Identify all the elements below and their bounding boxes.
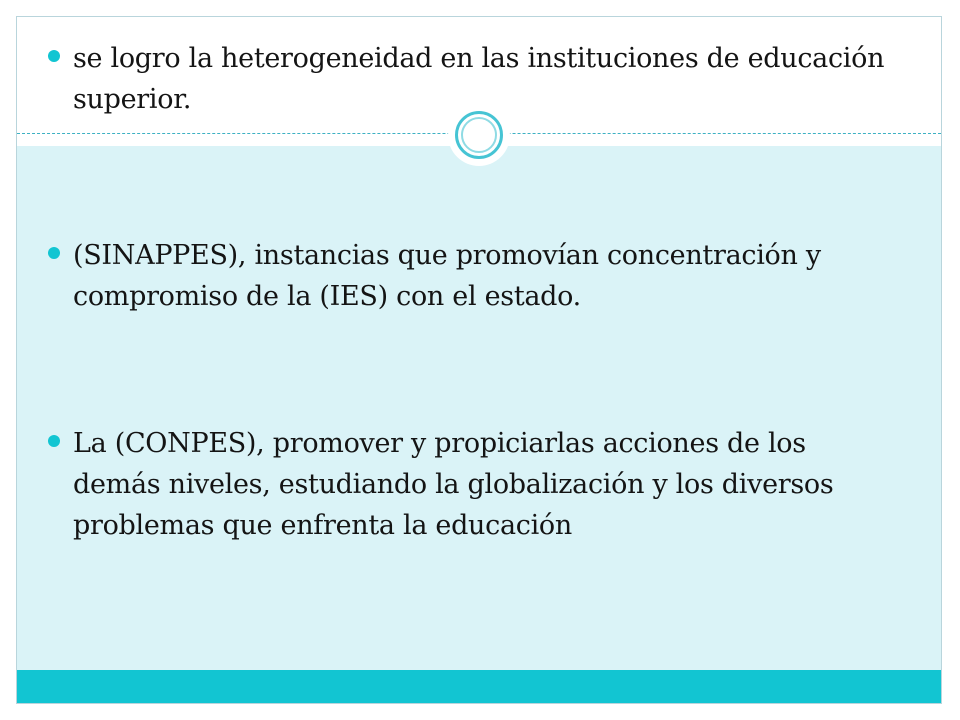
bullet-text: se logro la heterogeneidad en las instituciones de educación superior. (73, 43, 885, 115)
bullet-text: La (CONPES), promover y propiciarlas acciones de los demás niveles, estudiando la globalización y los diversos problemas que enfrenta la educación (73, 428, 834, 541)
bullet-dot-icon (48, 50, 60, 62)
bullet-dot-icon (48, 247, 60, 259)
content-panel (17, 146, 941, 670)
bullet-item-1 (48, 38, 898, 120)
bullet-text: (SINAPPES), instancias que promovían concentración y compromiso de la (IES) con el estado. (73, 240, 821, 312)
bullet-item-2 (48, 235, 898, 317)
bullet-dot-icon (48, 435, 60, 447)
bullet-item-3 (48, 423, 898, 546)
bottom-accent-band (17, 670, 941, 703)
